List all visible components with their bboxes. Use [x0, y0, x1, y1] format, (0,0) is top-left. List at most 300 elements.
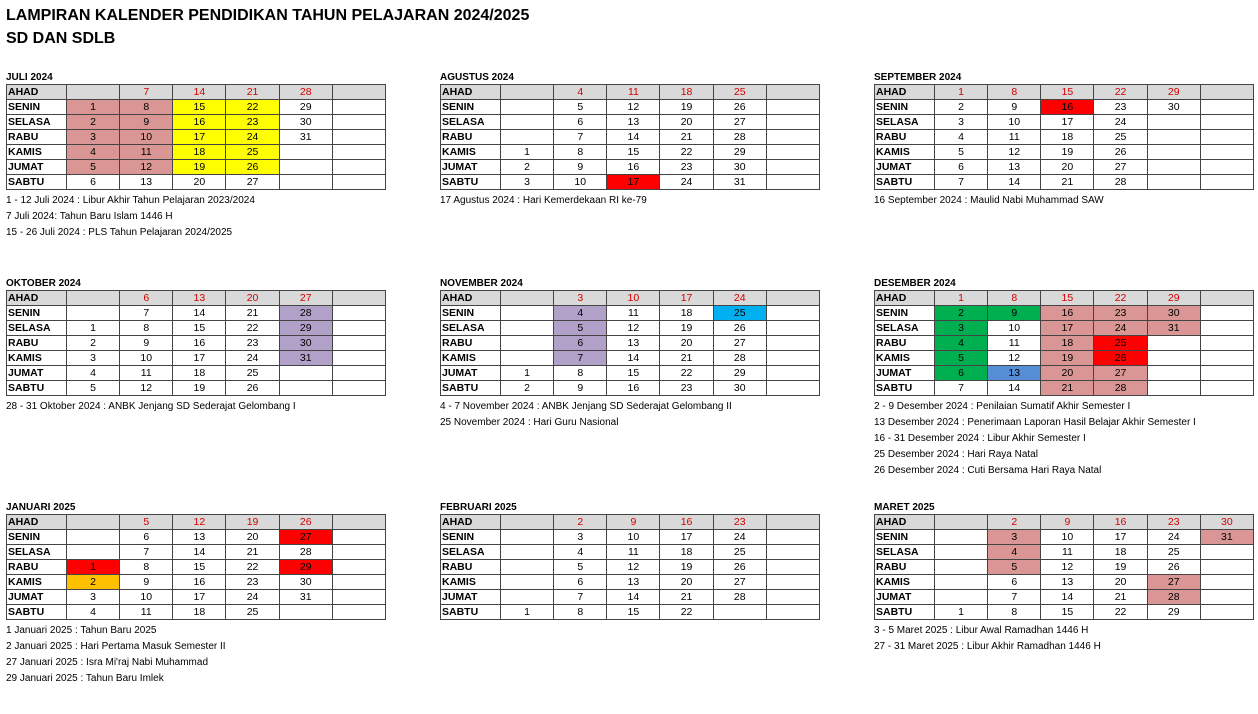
week-row-rabu [441, 130, 820, 145]
date-cell: 5 [554, 100, 607, 115]
week-row-rabu [875, 336, 1254, 351]
date-cell [1200, 351, 1253, 366]
date-cell: 7 [554, 130, 607, 145]
date-cell: 14 [607, 130, 660, 145]
date-cell: 27 [1094, 366, 1147, 381]
date-cell: 29 [713, 366, 766, 381]
date-cell [1147, 381, 1200, 396]
date-cell: 17 [1041, 321, 1094, 336]
date-cell: 21 [226, 306, 279, 321]
date-cell [1147, 145, 1200, 160]
week-row-kamis [7, 575, 386, 590]
calendar-table [6, 514, 386, 620]
holiday-note: 25 November 2024 : Hari Guru Nasional [440, 417, 619, 428]
calendar-table [874, 290, 1254, 396]
day-label: RABU [875, 560, 935, 575]
day-label: RABU [7, 560, 67, 575]
date-cell: 21 [660, 351, 713, 366]
date-cell: 30 [713, 381, 766, 396]
date-cell: 1 [67, 560, 120, 575]
week-row-kamis [875, 575, 1254, 590]
date-cell: 26 [713, 321, 766, 336]
month-title: FEBRUARI 2025 [440, 502, 517, 513]
week-row-ahad [441, 291, 820, 306]
week-row-sabtu [7, 381, 386, 396]
day-label: SENIN [875, 530, 935, 545]
date-cell: 10 [607, 530, 660, 545]
month-title: SEPTEMBER 2024 [874, 72, 962, 83]
date-cell [1200, 175, 1253, 190]
date-cell: 27 [713, 115, 766, 130]
week-row-jumat [441, 590, 820, 605]
day-label: AHAD [441, 291, 501, 306]
holiday-note: 15 - 26 Juli 2024 : PLS Tahun Pelajaran 2024/2025 [6, 227, 233, 238]
date-cell: 6 [120, 291, 173, 306]
day-label: JUMAT [7, 590, 67, 605]
month-september-2024 [874, 71, 1254, 209]
date-cell: 15 [607, 145, 660, 160]
date-cell: 19 [1094, 560, 1147, 575]
date-cell: 20 [226, 530, 279, 545]
date-cell: 20 [1094, 575, 1147, 590]
date-cell [501, 515, 554, 530]
day-label: KAMIS [7, 145, 67, 160]
holiday-note: 2 Januari 2025 : Hari Pertama Masuk Semester II [6, 641, 226, 652]
date-cell: 27 [279, 530, 332, 545]
month-january-2025 [6, 501, 386, 687]
month-notes [440, 193, 820, 209]
day-label: SELASA [441, 115, 501, 130]
date-cell: 25 [1094, 336, 1147, 351]
week-row-jumat [875, 590, 1254, 605]
day-label: SELASA [441, 321, 501, 336]
month-title: MARET 2025 [874, 502, 935, 513]
date-cell: 28 [1094, 175, 1147, 190]
date-cell: 24 [1094, 321, 1147, 336]
date-cell: 19 [226, 515, 279, 530]
date-cell: 10 [120, 590, 173, 605]
date-cell: 17 [1094, 530, 1147, 545]
date-cell [501, 306, 554, 321]
date-cell [501, 336, 554, 351]
day-label: SABTU [7, 605, 67, 620]
week-row-sabtu [441, 175, 820, 190]
date-cell: 14 [988, 175, 1041, 190]
date-cell [332, 100, 385, 115]
date-cell: 3 [67, 351, 120, 366]
date-cell: 25 [1094, 130, 1147, 145]
calendar-table [6, 290, 386, 396]
date-cell: 14 [607, 590, 660, 605]
date-cell: 29 [279, 560, 332, 575]
day-label: RABU [7, 336, 67, 351]
date-cell: 28 [279, 85, 332, 100]
day-label: SELASA [875, 115, 935, 130]
date-cell: 8 [120, 560, 173, 575]
date-cell [935, 575, 988, 590]
calendar-table [440, 84, 820, 190]
date-cell: 4 [935, 336, 988, 351]
date-cell: 19 [660, 100, 713, 115]
date-cell [332, 575, 385, 590]
date-cell: 23 [1094, 306, 1147, 321]
date-cell [332, 590, 385, 605]
date-cell [766, 515, 819, 530]
date-cell [501, 545, 554, 560]
date-cell: 20 [1041, 366, 1094, 381]
date-cell: 23 [660, 160, 713, 175]
date-cell: 15 [607, 605, 660, 620]
week-row-jumat [7, 366, 386, 381]
date-cell: 10 [988, 115, 1041, 130]
date-cell [766, 530, 819, 545]
day-label: RABU [441, 560, 501, 575]
day-label: KAMIS [7, 575, 67, 590]
day-label: SENIN [875, 100, 935, 115]
date-cell [1147, 336, 1200, 351]
week-row-kamis [441, 145, 820, 160]
date-cell: 6 [935, 160, 988, 175]
month-notes [874, 193, 1254, 209]
date-cell [766, 175, 819, 190]
date-cell [332, 306, 385, 321]
week-row-selasa [441, 115, 820, 130]
date-cell: 5 [554, 560, 607, 575]
date-cell: 9 [554, 381, 607, 396]
month-title: NOVEMBER 2024 [440, 278, 523, 289]
date-cell: 1 [501, 605, 554, 620]
month-notes [874, 623, 1254, 655]
date-cell: 11 [607, 545, 660, 560]
week-row-rabu [875, 560, 1254, 575]
date-cell: 31 [279, 130, 332, 145]
date-cell: 25 [713, 85, 766, 100]
day-label: SABTU [875, 175, 935, 190]
date-cell: 3 [988, 530, 1041, 545]
week-row-sabtu [875, 381, 1254, 396]
month-august-2024 [440, 71, 820, 209]
date-cell [332, 291, 385, 306]
date-cell [332, 366, 385, 381]
day-label: AHAD [875, 291, 935, 306]
date-cell: 19 [173, 381, 226, 396]
date-cell [332, 130, 385, 145]
date-cell: 26 [713, 100, 766, 115]
date-cell: 29 [1147, 85, 1200, 100]
date-cell [766, 366, 819, 381]
date-cell: 13 [173, 530, 226, 545]
date-cell: 30 [279, 575, 332, 590]
date-cell: 5 [67, 160, 120, 175]
date-cell: 8 [988, 605, 1041, 620]
week-row-sabtu [441, 605, 820, 620]
day-label: SABTU [7, 381, 67, 396]
date-cell: 31 [1200, 530, 1253, 545]
date-cell [67, 530, 120, 545]
date-cell [1200, 85, 1253, 100]
date-cell: 11 [607, 85, 660, 100]
date-cell: 4 [935, 130, 988, 145]
date-cell: 5 [120, 515, 173, 530]
date-cell: 21 [1041, 381, 1094, 396]
day-label: SENIN [7, 100, 67, 115]
week-row-kamis [7, 351, 386, 366]
week-row-senin [441, 100, 820, 115]
holiday-note: 28 - 31 Oktober 2024 : ANBK Jenjang SD Sederajat Gelombang I [6, 401, 296, 412]
day-label: SENIN [875, 306, 935, 321]
date-cell [67, 291, 120, 306]
date-cell: 19 [1041, 351, 1094, 366]
date-cell [766, 605, 819, 620]
date-cell: 14 [173, 306, 226, 321]
date-cell [279, 366, 332, 381]
date-cell: 10 [120, 130, 173, 145]
holiday-note: 16 September 2024 : Maulid Nabi Muhammad SAW [874, 195, 1104, 206]
date-cell [332, 545, 385, 560]
date-cell: 7 [554, 351, 607, 366]
month-october-2024 [6, 277, 386, 415]
date-cell: 27 [713, 575, 766, 590]
date-cell [935, 560, 988, 575]
date-cell: 1 [501, 145, 554, 160]
date-cell: 31 [279, 590, 332, 605]
date-cell: 29 [1147, 605, 1200, 620]
date-cell [332, 530, 385, 545]
date-cell: 12 [120, 160, 173, 175]
date-cell: 10 [120, 351, 173, 366]
date-cell: 9 [988, 100, 1041, 115]
date-cell: 20 [1041, 160, 1094, 175]
date-cell: 25 [1147, 545, 1200, 560]
date-cell [1200, 560, 1253, 575]
date-cell: 31 [279, 351, 332, 366]
date-cell: 4 [988, 545, 1041, 560]
day-label: KAMIS [441, 351, 501, 366]
date-cell: 3 [554, 530, 607, 545]
date-cell: 2 [501, 381, 554, 396]
month-notes [6, 399, 386, 415]
calendar-table [6, 84, 386, 190]
date-cell [67, 85, 120, 100]
holiday-note: 13 Desember 2024 : Penerimaan Laporan Hasil Belajar Akhir Semester I [874, 417, 1196, 428]
day-label: RABU [875, 336, 935, 351]
date-cell: 25 [226, 366, 279, 381]
day-label: KAMIS [875, 575, 935, 590]
date-cell: 13 [607, 336, 660, 351]
date-cell [1200, 306, 1253, 321]
day-label: JUMAT [7, 160, 67, 175]
week-row-kamis [7, 145, 386, 160]
day-label: SELASA [7, 545, 67, 560]
date-cell: 26 [1094, 145, 1147, 160]
date-cell: 15 [607, 366, 660, 381]
date-cell [935, 530, 988, 545]
date-cell: 27 [1147, 575, 1200, 590]
date-cell: 1 [935, 605, 988, 620]
date-cell [332, 160, 385, 175]
week-row-ahad [7, 291, 386, 306]
date-cell: 12 [988, 145, 1041, 160]
date-cell: 13 [607, 115, 660, 130]
date-cell [935, 545, 988, 560]
week-row-jumat [875, 160, 1254, 175]
date-cell: 18 [1041, 130, 1094, 145]
date-cell: 18 [173, 145, 226, 160]
date-cell: 12 [173, 515, 226, 530]
date-cell [1147, 351, 1200, 366]
date-cell: 13 [173, 291, 226, 306]
week-row-jumat [7, 590, 386, 605]
holiday-note: 4 - 7 November 2024 : ANBK Jenjang SD Sederajat Gelombang II [440, 401, 732, 412]
date-cell [766, 321, 819, 336]
month-notes [874, 399, 1254, 479]
week-row-senin [441, 306, 820, 321]
month-november-2024 [440, 277, 820, 431]
week-row-ahad [875, 291, 1254, 306]
date-cell: 7 [988, 590, 1041, 605]
date-cell: 24 [226, 351, 279, 366]
week-row-sabtu [875, 175, 1254, 190]
date-cell: 12 [988, 351, 1041, 366]
date-cell [332, 351, 385, 366]
date-cell [766, 306, 819, 321]
date-cell: 24 [713, 530, 766, 545]
date-cell: 14 [988, 381, 1041, 396]
week-row-senin [875, 100, 1254, 115]
week-row-jumat [441, 160, 820, 175]
date-cell [1147, 115, 1200, 130]
date-cell [766, 545, 819, 560]
month-july-2024 [6, 71, 386, 241]
date-cell [766, 100, 819, 115]
week-row-rabu [7, 560, 386, 575]
day-label: SABTU [7, 175, 67, 190]
day-label: AHAD [7, 291, 67, 306]
week-row-jumat [875, 366, 1254, 381]
date-cell: 9 [607, 515, 660, 530]
date-cell [279, 381, 332, 396]
date-cell: 30 [1147, 306, 1200, 321]
date-cell [501, 291, 554, 306]
date-cell: 16 [607, 381, 660, 396]
date-cell: 4 [554, 545, 607, 560]
date-cell [766, 145, 819, 160]
week-row-ahad [441, 85, 820, 100]
date-cell: 21 [660, 590, 713, 605]
date-cell [1200, 381, 1253, 396]
date-cell: 2 [935, 306, 988, 321]
date-cell: 1 [935, 291, 988, 306]
date-cell: 16 [607, 160, 660, 175]
date-cell [67, 545, 120, 560]
date-cell [766, 115, 819, 130]
date-cell: 18 [1041, 336, 1094, 351]
date-cell [766, 381, 819, 396]
week-row-rabu [7, 130, 386, 145]
day-label: SENIN [441, 530, 501, 545]
week-row-senin [7, 100, 386, 115]
day-label: KAMIS [441, 575, 501, 590]
week-row-kamis [441, 575, 820, 590]
date-cell: 17 [660, 530, 713, 545]
date-cell: 23 [1094, 100, 1147, 115]
date-cell [501, 321, 554, 336]
day-label: SABTU [441, 381, 501, 396]
date-cell: 14 [1041, 590, 1094, 605]
day-label: SABTU [875, 381, 935, 396]
date-cell [766, 130, 819, 145]
week-row-sabtu [7, 605, 386, 620]
date-cell: 24 [226, 130, 279, 145]
day-label: JUMAT [441, 590, 501, 605]
date-cell: 17 [607, 175, 660, 190]
month-title: JANUARI 2025 [6, 502, 76, 513]
date-cell: 9 [554, 160, 607, 175]
holiday-note: 25 Desember 2024 : Hari Raya Natal [874, 449, 1038, 460]
holiday-note: 1 Januari 2025 : Tahun Baru 2025 [6, 625, 157, 636]
date-cell: 15 [1041, 605, 1094, 620]
date-cell: 18 [660, 545, 713, 560]
date-cell [332, 605, 385, 620]
date-cell: 20 [660, 336, 713, 351]
date-cell: 28 [1147, 590, 1200, 605]
date-cell [766, 351, 819, 366]
date-cell: 25 [226, 605, 279, 620]
date-cell: 3 [935, 321, 988, 336]
holiday-note: 27 Januari 2025 : Isra Mi'raj Nabi Muhammad [6, 657, 209, 668]
day-label: JUMAT [7, 366, 67, 381]
holiday-note: 7 Juli 2024: Tahun Baru Islam 1446 H [6, 211, 173, 222]
month-notes [6, 193, 386, 241]
date-cell: 17 [1041, 115, 1094, 130]
date-cell [1147, 175, 1200, 190]
week-row-selasa [7, 321, 386, 336]
date-cell: 17 [173, 590, 226, 605]
date-cell [1200, 321, 1253, 336]
week-row-senin [441, 530, 820, 545]
date-cell: 6 [554, 575, 607, 590]
date-cell: 28 [713, 351, 766, 366]
date-cell [935, 515, 988, 530]
date-cell: 24 [1147, 530, 1200, 545]
date-cell [1200, 145, 1253, 160]
month-notes [6, 623, 386, 687]
date-cell: 28 [713, 130, 766, 145]
date-cell: 7 [935, 175, 988, 190]
date-cell [1200, 115, 1253, 130]
date-cell: 18 [173, 366, 226, 381]
holiday-note: 1 - 12 Juli 2024 : Libur Akhir Tahun Pelajaran 2023/2024 [6, 195, 255, 206]
date-cell: 9 [120, 115, 173, 130]
date-cell: 5 [935, 351, 988, 366]
date-cell: 14 [173, 85, 226, 100]
day-label: SELASA [441, 545, 501, 560]
week-row-rabu [875, 130, 1254, 145]
date-cell: 16 [1041, 100, 1094, 115]
date-cell: 30 [1147, 100, 1200, 115]
date-cell: 31 [1147, 321, 1200, 336]
date-cell: 15 [1041, 291, 1094, 306]
week-row-selasa [7, 115, 386, 130]
date-cell: 4 [554, 306, 607, 321]
date-cell: 16 [173, 115, 226, 130]
day-label: KAMIS [441, 145, 501, 160]
date-cell: 22 [226, 321, 279, 336]
date-cell [501, 575, 554, 590]
week-row-rabu [441, 336, 820, 351]
month-notes [440, 399, 820, 431]
date-cell: 23 [1147, 515, 1200, 530]
